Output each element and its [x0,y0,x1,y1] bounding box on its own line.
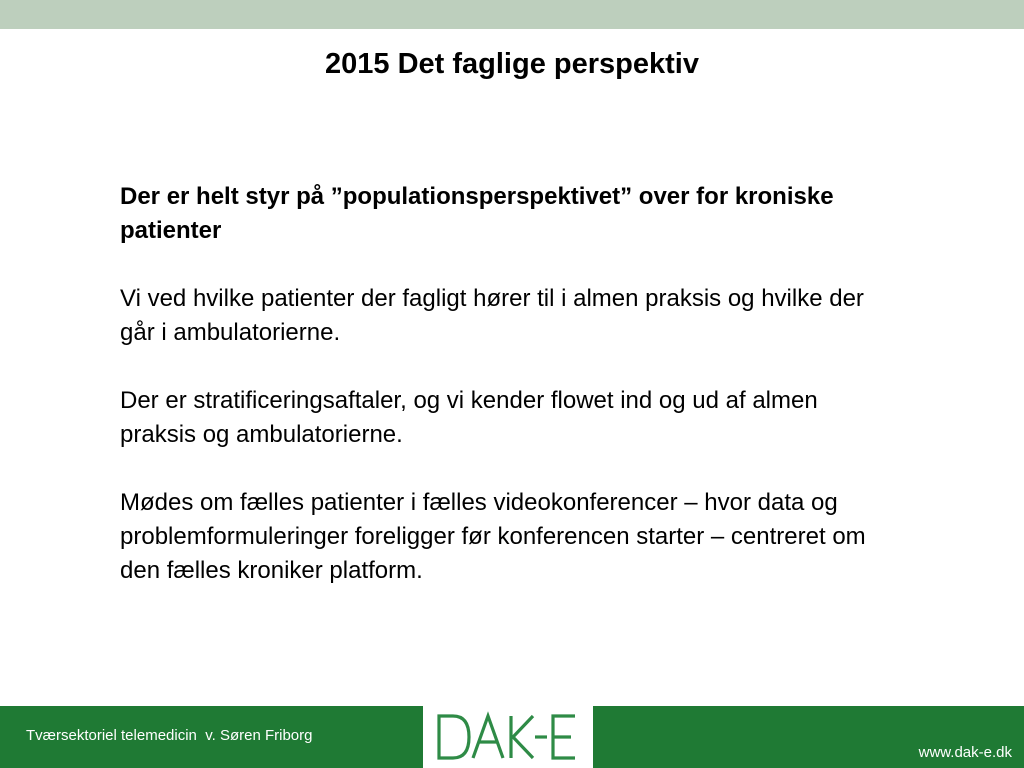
paragraph-3: Der er stratificeringsaftaler, og vi kender flowet ind og ud af almen praksis og ambulatorierne. [120,387,818,448]
dak-e-logo [423,706,593,768]
footer [0,706,1024,768]
slide-content [120,180,890,622]
paragraph-1: Der er helt styr på ”populationsperspektivet” over for kroniske patienter [120,183,834,244]
paragraph-4: Mødes om fælles patienter i fælles videokonferencer – hvor data og problemformuleringer foreligger før konferencen starter – centreret om den fælles kroniker platform. [120,489,866,584]
footer-website-link[interactable]: www.dak-e.dk [918,744,1012,761]
footer-author-text: Tværsektoriel telemedicin v. Søren Friborg [26,727,313,744]
paragraph-2: Vi ved hvilke patienter der fagligt hører til i almen praksis og hvilke der går i ambulatorierne. [120,285,864,346]
top-band [0,0,1024,29]
dak-e-logo-graphic [435,710,581,764]
slide-title: 2015 Det faglige perspektiv [325,48,699,80]
